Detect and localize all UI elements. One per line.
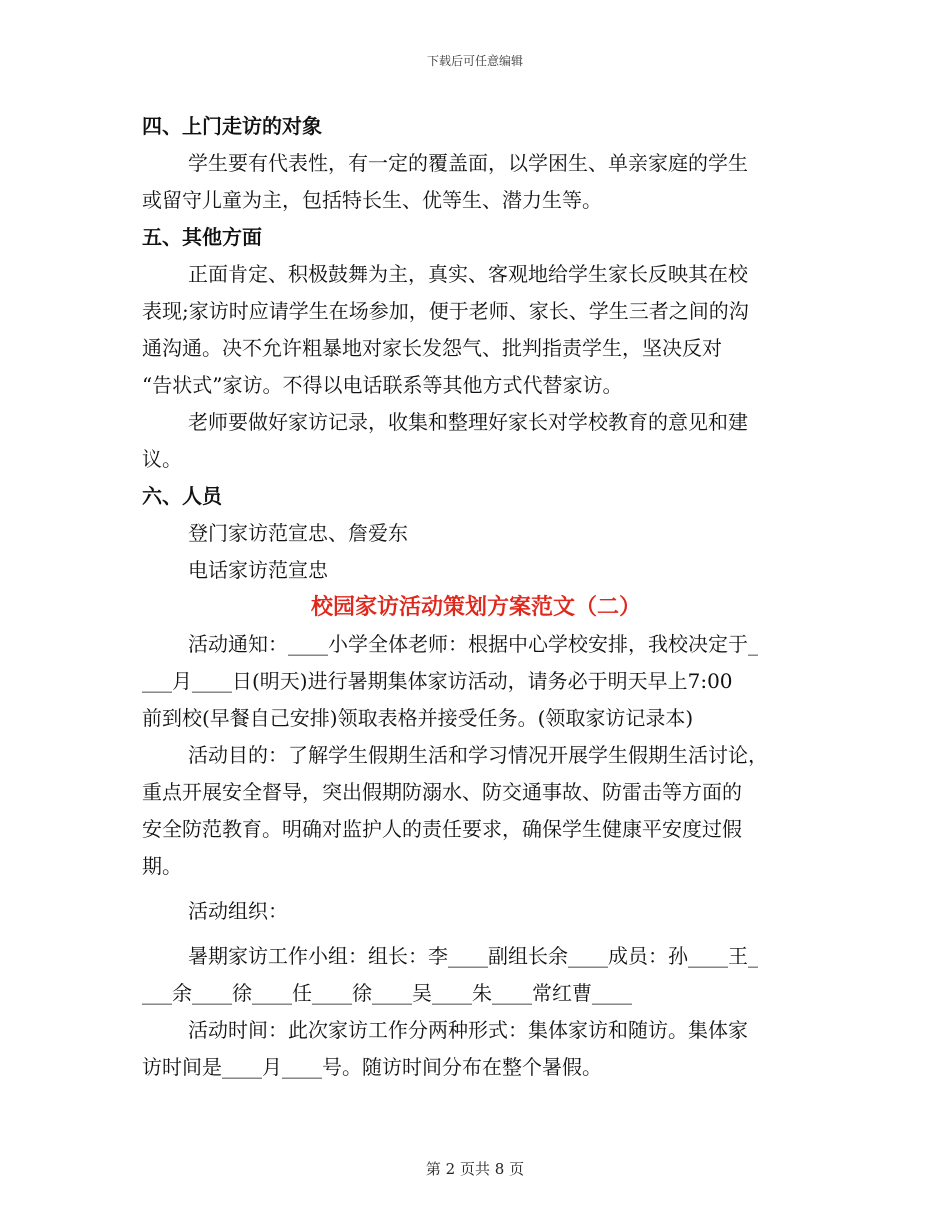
paragraph-line: 通沟通。决不允许粗暴地对家长发怨气、批判指责学生，坚决反对 <box>142 336 722 360</box>
paragraph-line: 活动组织： <box>188 899 288 923</box>
section-heading-other-aspects: 五、其他方面 <box>142 225 262 249</box>
document-body <box>142 108 810 1086</box>
section-heading-visit-targets: 四、上门走访的对象 <box>142 114 322 138</box>
paragraph-line: 老师要做好家访记录，收集和整理好家长对学校教育的意见和建 <box>188 410 748 434</box>
document-section-title: 校园家访活动策划方案范文（二） <box>310 594 641 620</box>
paragraph-line: 表现;家访时应请学生在场参加，便于老师、家长、学生三者之间的沟 <box>142 299 749 323</box>
paragraph-line: 期。 <box>142 854 182 878</box>
paragraph-line: 电话家访范宣忠 <box>188 558 328 582</box>
paragraph-line: “告状式”家访。不得以电话联系等其他方式代替家访。 <box>142 373 623 397</box>
paragraph-line: 登门家访范宣忠、詹爱东 <box>188 521 408 545</box>
page-header: 下载后可任意编辑 <box>426 54 523 68</box>
page-footer: 第 2 页共 8 页 <box>425 1160 525 1178</box>
paragraph-line: 暑期家访工作小组：组长：李____副组长余____成员：孙____王_ <box>188 944 758 968</box>
paragraph-line: 前到校(早餐自己安排)领取表格并接受任务。(领取家访记录本) <box>142 706 694 730</box>
paragraph-line: 安全防范教育。明确对监护人的责任要求，确保学生健康平安度过假 <box>142 817 742 841</box>
paragraph-line: 议。 <box>142 447 182 471</box>
paragraph-line: 活动目的：了解学生假期生活和学习情况开展学生假期生活讨论， <box>188 743 768 767</box>
paragraph-line: 学生要有代表性，有一定的覆盖面，以学困生、单亲家庭的学生 <box>188 151 748 175</box>
section-heading-personnel: 六、人员 <box>142 484 222 508</box>
paragraph-line: 活动通知：____小学全体老师：根据中心学校安排，我校决定于_ <box>188 632 758 656</box>
paragraph-line: 或留守儿童为主，包括特长生、优等生、潜力生等。 <box>142 188 602 212</box>
paragraph-line: ___余____徐____任____徐____吴____朱____常红曹____ <box>142 981 632 1005</box>
paragraph-line: 活动时间：此次家访工作分两种形式：集体家访和随访。集体家 <box>188 1018 748 1042</box>
paragraph-line: ___月____日(明天)进行暑期集体家访活动，请务必于明天早上7:00 <box>142 669 733 693</box>
paragraph-line: 访时间是____月____号。随访时间分布在整个暑假。 <box>142 1055 602 1079</box>
paragraph-line: 正面肯定、积极鼓舞为主，真实、客观地给学生家长反映其在校 <box>188 262 748 286</box>
paragraph-line: 重点开展安全督导，突出假期防溺水、防交通事故、防雷击等方面的 <box>142 780 742 804</box>
